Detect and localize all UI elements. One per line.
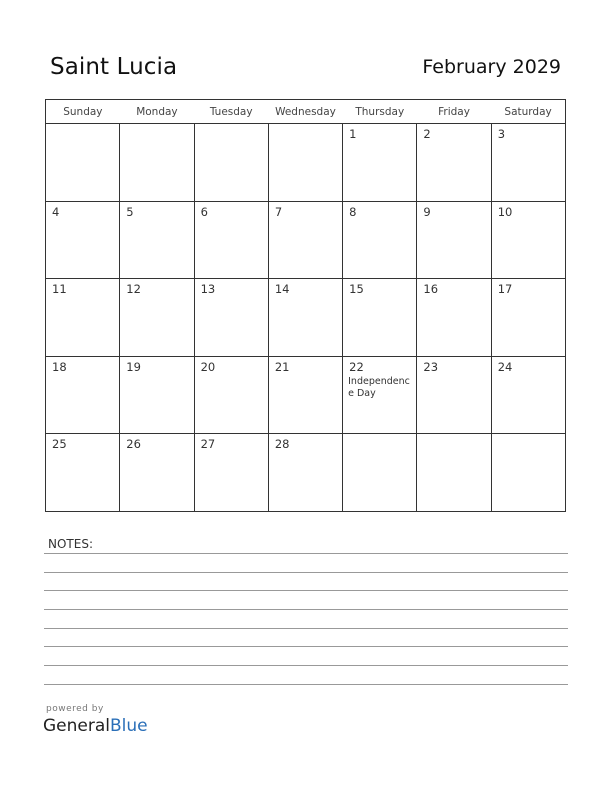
day-number: 20 [200, 359, 216, 374]
day-cell [268, 434, 342, 512]
day-number [46, 124, 119, 127]
day-number: 7 [274, 204, 283, 219]
day-cell [268, 124, 342, 202]
day-number: 14 [274, 282, 290, 297]
day-number: 15 [349, 282, 364, 297]
day-number [269, 124, 342, 127]
day-number [417, 434, 490, 437]
weekday-header: Saturday [491, 100, 565, 124]
day-cell [491, 279, 565, 357]
day-number: 21 [274, 359, 290, 374]
day-cell [491, 434, 565, 512]
day-number [492, 434, 565, 437]
day-number: 11 [52, 282, 67, 297]
day-cell [417, 434, 491, 512]
day-number: 24 [497, 359, 513, 374]
day-number: 22 [349, 359, 364, 374]
month-year-title: February 2029 [422, 56, 561, 78]
day-number: 16 [423, 282, 439, 297]
day-cell [194, 201, 268, 279]
day-number: 1 [349, 127, 357, 141]
day-number: 18 [52, 359, 67, 374]
day-number [343, 434, 416, 437]
day-cell [120, 434, 194, 512]
day-cell [120, 201, 194, 279]
week-row [46, 124, 566, 202]
day-cell [268, 279, 342, 357]
day-number: 3 [497, 127, 506, 141]
day-number: 27 [200, 437, 216, 452]
day-cell [417, 124, 491, 202]
weekday-header: Sunday [46, 100, 120, 124]
weekday-header: Friday [417, 100, 491, 124]
week-row [46, 356, 566, 434]
day-number: 8 [349, 204, 357, 219]
day-number [195, 124, 268, 127]
day-cell [343, 356, 417, 434]
day-cell [343, 434, 417, 512]
day-cell [194, 279, 268, 357]
powered-by-text: powered by [46, 704, 104, 714]
day-cell [120, 279, 194, 357]
day-number: 10 [497, 204, 513, 219]
weekday-header-row [46, 100, 566, 124]
day-cell [194, 434, 268, 512]
brand-logo [43, 716, 148, 736]
day-number: 4 [52, 204, 60, 219]
day-number: 28 [274, 437, 290, 452]
brand-blue: Blue [110, 716, 148, 736]
day-cell [417, 279, 491, 357]
day-number: 13 [200, 282, 216, 297]
day-cell [194, 356, 268, 434]
day-cell [120, 124, 194, 202]
day-number: 12 [126, 282, 141, 297]
brand-general: General [43, 716, 110, 736]
day-cell [46, 356, 120, 434]
day-cell [268, 201, 342, 279]
week-row [46, 434, 566, 512]
note-line [44, 553, 568, 554]
day-cell [491, 356, 565, 434]
note-line [44, 609, 568, 610]
calendar-grid [45, 99, 566, 512]
page-title: Saint Lucia [50, 54, 178, 80]
day-cell [268, 356, 342, 434]
day-number: 26 [126, 437, 141, 452]
weekday-header: Monday [120, 100, 194, 124]
day-number: 17 [497, 282, 513, 297]
day-cell [491, 201, 565, 279]
note-line [44, 646, 568, 647]
day-number: 9 [423, 204, 431, 219]
day-number: 19 [126, 359, 141, 374]
week-row [46, 279, 566, 357]
day-cell [120, 356, 194, 434]
notes-label: NOTES: [48, 537, 93, 551]
day-cell [343, 201, 417, 279]
weekday-header: Tuesday [194, 100, 268, 124]
note-line [44, 590, 568, 591]
note-line [44, 628, 568, 629]
day-number [120, 124, 193, 127]
day-cell [46, 124, 120, 202]
day-cell [46, 434, 120, 512]
note-line [44, 572, 568, 573]
day-number: 23 [423, 359, 439, 374]
note-line [44, 665, 568, 666]
day-cell [417, 356, 491, 434]
day-cell [194, 124, 268, 202]
weekday-header: Wednesday [268, 100, 342, 124]
day-cell [46, 279, 120, 357]
day-cell [491, 124, 565, 202]
day-cell [343, 279, 417, 357]
day-number: 25 [52, 437, 67, 452]
week-row [46, 201, 566, 279]
day-cell [46, 201, 120, 279]
day-cell [417, 201, 491, 279]
day-number: 6 [200, 204, 208, 219]
weekday-header: Thursday [343, 100, 417, 124]
note-line [44, 684, 568, 685]
day-number: 2 [423, 127, 431, 141]
holiday-label: Independence Day [348, 375, 410, 399]
day-cell [343, 124, 417, 202]
day-number: 5 [126, 204, 134, 219]
